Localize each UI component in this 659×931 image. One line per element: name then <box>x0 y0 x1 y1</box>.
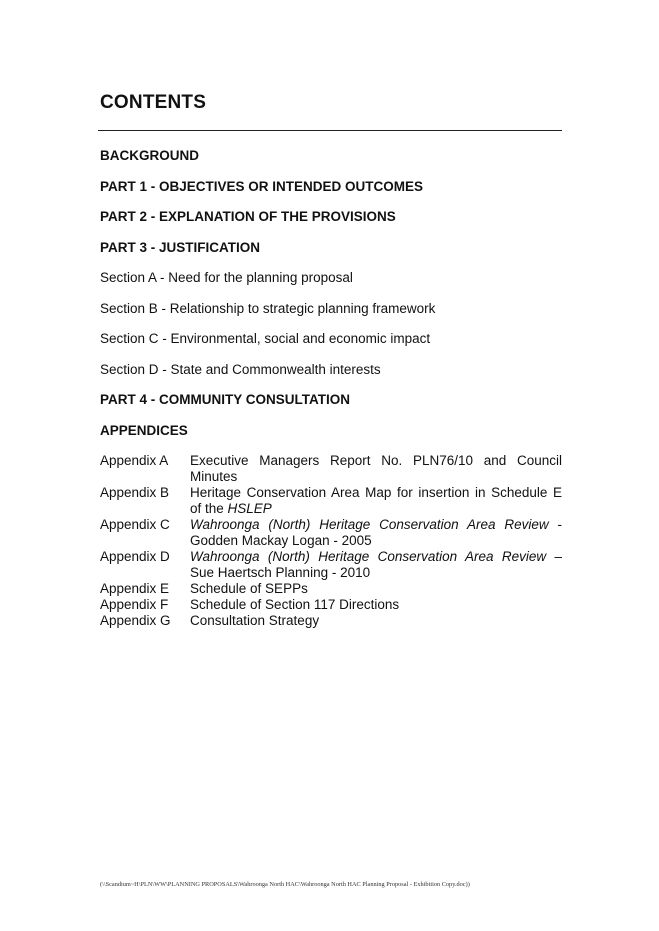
page-title: CONTENTS <box>100 92 207 113</box>
toc-item-section-b: Section B - Relationship to strategic planning framework <box>100 300 436 316</box>
appendix-desc-text: Executive Managers Report No. PLN76/10 and Council Minutes <box>190 453 562 484</box>
appendix-description <box>190 581 562 597</box>
appendix-desc-text: Schedule of SEPPs <box>190 581 308 596</box>
appendix-label: Appendix E <box>100 581 170 596</box>
appendix-description <box>190 549 562 581</box>
appendix-description <box>190 453 562 485</box>
toc-item-section-c: Section C - Environmental, social and economic impact <box>100 331 431 346</box>
appendix-description <box>190 485 562 517</box>
appendix-desc-italic: Wahroonga (North) Heritage Conservation Area Review <box>190 549 547 564</box>
appendix-desc-text: - Godden Mackay Logan - 2005 <box>190 517 563 548</box>
appendix-label: Appendix G <box>100 613 171 628</box>
appendix-row <box>100 613 562 629</box>
toc-item-part-3: PART 3 - JUSTIFICATION <box>100 239 261 255</box>
appendix-desc-text: Schedule of Section 117 Directions <box>190 597 400 612</box>
appendix-label: Appendix F <box>100 597 169 612</box>
appendix-row <box>100 549 562 581</box>
toc-item-section-a: Section A - Need for the planning proposal <box>100 270 353 285</box>
appendix-label: Appendix C <box>100 517 170 532</box>
table-of-contents <box>100 147 560 452</box>
appendix-description <box>190 597 562 613</box>
toc-item-part-2: PART 2 - EXPLANATION OF THE PROVISIONS <box>100 209 396 224</box>
appendix-desc-italic: Wahroonga (North) Heritage Conservation Area Review <box>190 517 549 532</box>
file-path-footer: (\\Scandium~H\PLN\WW\PLANNING PROPOSALS\Wahroonga North HAC\Wahroonga North HAC Planning Proposal - Exhibition Copy.doc)) <box>100 881 470 888</box>
appendix-label: Appendix D <box>100 549 170 564</box>
appendix-desc-text: Consultation Strategy <box>190 613 320 628</box>
toc-item-appendices: APPENDICES <box>100 422 188 438</box>
appendix-label: Appendix B <box>100 485 170 500</box>
toc-item-part-4: PART 4 - COMMUNITY CONSULTATION <box>100 392 350 407</box>
appendix-desc-text: Heritage Conservation Area Map for insertion in Schedule E of the <box>190 485 562 516</box>
toc-item-background: BACKGROUND <box>100 148 199 163</box>
toc-item-part-1: PART 1 - OBJECTIVES OR INTENDED OUTCOMES <box>100 178 424 194</box>
appendix-row <box>100 517 562 549</box>
appendix-row <box>100 453 562 485</box>
appendix-list <box>100 453 562 629</box>
title-divider <box>98 130 562 131</box>
appendix-label: Appendix A <box>100 453 169 468</box>
appendix-description <box>190 613 562 629</box>
toc-item-section-d: Section D - State and Commonwealth interests <box>100 361 381 377</box>
appendix-desc-text: – Sue Haertsch Planning - 2010 <box>190 549 562 580</box>
appendix-row <box>100 581 562 597</box>
appendix-desc-italic: HSLEP <box>227 501 272 516</box>
appendix-description <box>190 517 562 549</box>
appendix-row <box>100 597 562 613</box>
appendix-row <box>100 485 562 517</box>
